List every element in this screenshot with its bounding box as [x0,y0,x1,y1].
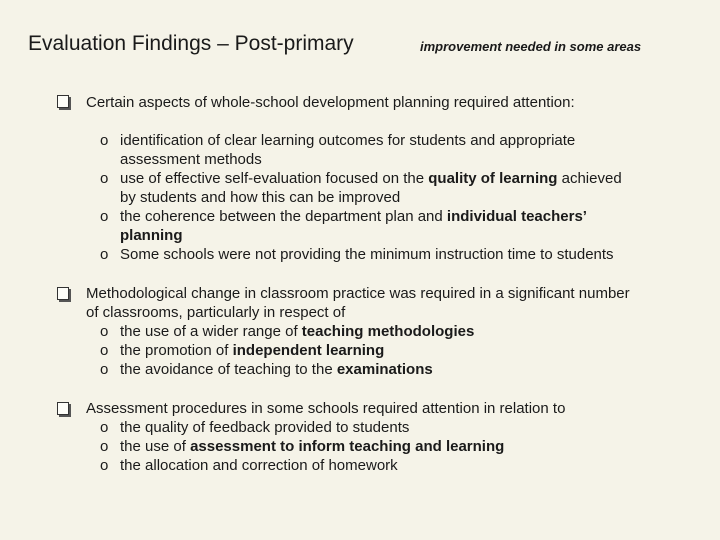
sub-bullet-marker: o [100,342,109,359]
sub-bullet-marker: o [100,323,109,340]
sub-bullet-marker: o [100,208,109,225]
sub-bullet-marker: o [100,361,109,378]
section-3-item-1: o the quality of feedback provided to students [100,419,410,436]
sub-bullet-marker: o [100,457,109,474]
section-1-item-4: o Some schools were not providing the minimum instruction time to students [100,246,614,263]
sub-bullet-marker: o [100,132,109,149]
checkbox-bullet-icon [57,402,69,415]
sub-bullet-marker: o [100,419,109,436]
section-2-lead: Methodological change in classroom practice was required in a significant number of classrooms, particularly in respect of [86,285,630,321]
section-2-item-1: o the use of a wider range of teaching methodologies [100,323,475,340]
section-1-item-2: o use of effective self-evaluation focused on the quality of learning achieved by students and how this can be improved [100,170,622,206]
sub-bullet-marker: o [100,170,109,187]
slide-subtitle: improvement needed in some areas [420,39,642,54]
section-2-item-3: o the avoidance of teaching to the examinations [100,361,433,378]
section-3-lead: Assessment procedures in some schools required attention in relation to [86,400,566,417]
section-2-item-2: o the promotion of independent learning [100,342,385,359]
slide-title: Evaluation Findings – Post-primary [28,32,354,55]
section-3-item-2: o the use of assessment to inform teaching and learning [100,438,505,455]
section-1-item-1: o identification of clear learning outcomes for students and appropriate assessment methods [100,132,576,168]
section-1-item-3: o the coherence between the department plan and individual teachers’ planning [100,208,587,244]
checkbox-bullet-icon [57,95,69,108]
sub-bullet-marker: o [100,246,109,263]
section-1-lead: Certain aspects of whole-school development planning required attention: [86,94,575,111]
checkbox-bullet-icon [57,287,69,300]
sub-bullet-marker: o [100,438,109,455]
section-3-item-3: o the allocation and correction of homework [100,457,398,474]
